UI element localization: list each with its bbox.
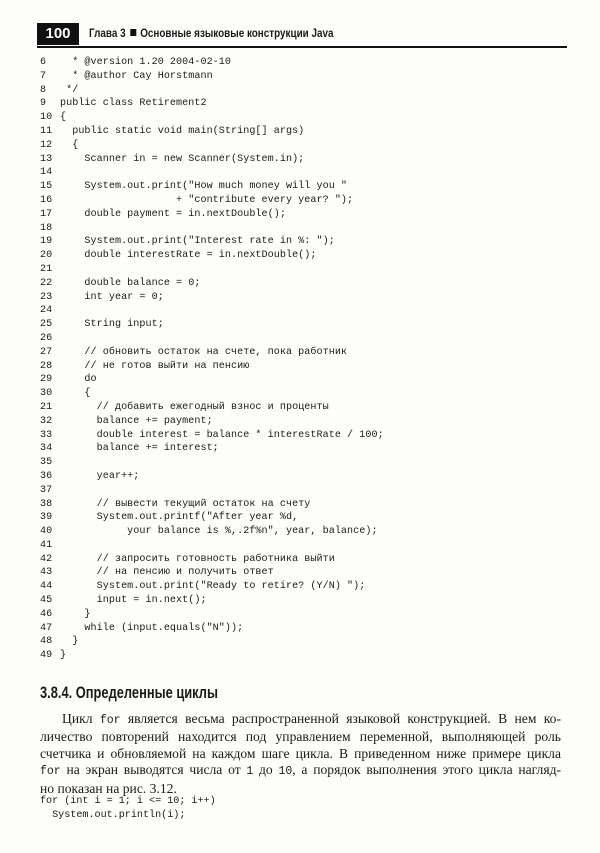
header-rule <box>37 46 567 48</box>
code-line <box>40 429 384 443</box>
code-line <box>40 484 384 498</box>
code-line <box>40 194 384 208</box>
code-text: public class Retirement2 <box>60 98 207 110</box>
code-text: // на пенсию и получить ответ <box>60 567 274 579</box>
snippet-line: System.out.println(i); <box>40 809 186 821</box>
paragraph-text: на экран выводятся числа от <box>60 762 247 778</box>
line-number: 28 <box>40 360 53 372</box>
paragraph-text: счетчика и обновляемой на каждом шаге цикла. В приведенном ниже примере цикла <box>40 745 561 761</box>
line-number: 29 <box>40 374 53 386</box>
code-line <box>40 594 384 608</box>
line-number: 39 <box>40 512 53 524</box>
code-line <box>40 125 384 139</box>
code-text: { <box>60 112 67 124</box>
code-text: // обновить остаток на счете, пока работник <box>60 346 348 358</box>
line-number: 40 <box>40 526 53 538</box>
page-number: 100 <box>37 23 79 45</box>
code-line <box>40 387 384 401</box>
code-snippet <box>40 795 216 823</box>
code-text: Scanner in = new Scanner(System.in); <box>60 153 305 165</box>
code-text: int year = 0; <box>60 291 164 303</box>
chapter-title: Основные языковые конструкции Java <box>140 28 334 40</box>
code-text: } <box>60 636 79 648</box>
inline-code: for <box>99 714 121 727</box>
code-line <box>40 249 384 263</box>
code-line <box>40 442 384 456</box>
line-number: 18 <box>40 222 53 234</box>
line-number: 37 <box>40 484 53 496</box>
code-line <box>40 56 384 70</box>
code-line <box>40 111 384 125</box>
line-number: 15 <box>40 181 53 193</box>
code-text: double payment = in.nextDouble(); <box>60 208 286 220</box>
code-text: while (input.equals("N")); <box>60 622 244 634</box>
line-number: 16 <box>40 194 53 206</box>
code-text: your balance is %,.2f%n", year, balance); <box>60 526 378 538</box>
paragraph-line <box>40 746 561 762</box>
line-number: 7 <box>40 70 47 82</box>
line-number: 17 <box>40 208 53 220</box>
code-line <box>40 401 384 415</box>
code-line <box>40 566 384 580</box>
line-number: 10 <box>40 112 53 124</box>
chapter-label: Глава 3 <box>89 28 126 40</box>
code-line <box>40 470 384 484</box>
code-line <box>40 498 384 512</box>
line-number: 23 <box>40 291 53 303</box>
line-number: 43 <box>40 567 53 579</box>
paragraph-line <box>40 762 561 780</box>
code-line <box>40 139 384 153</box>
code-text: System.out.print("Interest rate in %: "); <box>60 236 335 248</box>
code-line <box>40 360 384 374</box>
code-text: year++; <box>60 470 140 482</box>
paragraph-line <box>40 711 561 729</box>
paragraph-text: но показан на рис. 3.12. <box>40 780 177 796</box>
line-number: 8 <box>40 84 47 96</box>
paragraph-text: , а порядок выполнения этого цикла нагляд- <box>292 762 562 778</box>
code-text: System.out.print("Ready to retire? (Y/N) "); <box>60 581 366 593</box>
line-number: 21 <box>40 263 53 275</box>
code-text: double interestRate = in.nextDouble(); <box>60 250 317 262</box>
paragraph-text: личество повторений находится под управлением переменной, выполняющей роль <box>40 729 561 745</box>
code-text: System.out.printf("After year %d, <box>60 512 299 524</box>
paragraph-text: до <box>253 762 279 778</box>
code-line <box>40 635 384 649</box>
line-number: 26 <box>40 332 53 344</box>
line-number: 48 <box>40 636 53 648</box>
code-text: do <box>60 374 97 386</box>
square-bullet-icon <box>130 29 136 36</box>
code-line <box>40 649 384 663</box>
code-line <box>40 608 384 622</box>
code-line <box>40 511 384 525</box>
line-number: 24 <box>40 305 53 317</box>
code-text: // не готов выйти на пенсию <box>60 360 250 372</box>
code-text: */ <box>60 84 79 96</box>
code-text: balance += interest; <box>60 443 219 455</box>
code-line <box>40 166 384 180</box>
line-number: 32 <box>40 415 53 427</box>
code-text: * @author Cay Horstmann <box>60 70 213 82</box>
code-listing <box>40 56 384 663</box>
code-line <box>40 373 384 387</box>
line-number: 30 <box>40 388 53 400</box>
body-paragraph <box>40 711 561 797</box>
code-text: // запросить готовность работника выйти <box>60 553 335 565</box>
line-number: 12 <box>40 139 53 151</box>
line-number: 22 <box>40 277 53 289</box>
code-line <box>40 84 384 98</box>
line-number: 11 <box>40 125 53 137</box>
line-number: 27 <box>40 346 53 358</box>
code-text: System.out.print("How much money will you " <box>60 181 348 193</box>
line-number: 46 <box>40 608 53 620</box>
code-line <box>40 153 384 167</box>
code-text: { <box>60 388 91 400</box>
inline-code: 1 <box>246 765 254 779</box>
line-number: 19 <box>40 236 53 248</box>
code-line <box>40 208 384 222</box>
line-number: 42 <box>40 553 53 565</box>
code-text: String input; <box>60 319 164 331</box>
line-number: 6 <box>40 57 47 68</box>
line-number: 33 <box>40 429 53 441</box>
code-text: } <box>60 650 67 662</box>
line-number: 25 <box>40 319 53 331</box>
line-number: 9 <box>40 98 47 110</box>
code-text: // добавить ежегодный взнос и проценты <box>60 401 329 413</box>
code-line <box>40 318 384 332</box>
code-line <box>40 304 384 318</box>
code-line <box>40 263 384 277</box>
code-line <box>40 291 384 305</box>
running-head-title <box>89 23 333 45</box>
code-line <box>40 70 384 84</box>
line-number: 45 <box>40 595 53 607</box>
inline-code: for <box>40 765 61 779</box>
line-number: 41 <box>40 539 53 551</box>
code-line <box>40 97 384 111</box>
line-number: 44 <box>40 581 53 593</box>
line-number: 14 <box>40 167 53 179</box>
code-text: // вывести текущий остаток на счету <box>60 498 311 510</box>
paragraph-line <box>40 729 561 745</box>
code-line <box>40 580 384 594</box>
line-number: 35 <box>40 457 53 469</box>
code-line <box>40 222 384 236</box>
snippet-line: for (int i = 1; i <= 10; i++) <box>40 796 216 807</box>
code-line <box>40 332 384 346</box>
line-number: 13 <box>40 153 53 165</box>
code-line <box>40 235 384 249</box>
running-header <box>37 21 567 47</box>
line-number: 49 <box>40 650 53 662</box>
code-line <box>40 415 384 429</box>
line-number: 38 <box>40 498 53 510</box>
code-text: double interest = balance * interestRate / 100; <box>60 429 384 441</box>
code-text: } <box>60 608 91 620</box>
inline-code: 10 <box>278 765 293 779</box>
code-line <box>40 456 384 470</box>
code-line <box>40 539 384 553</box>
code-line <box>40 180 384 194</box>
code-text: + "contribute every year? "); <box>60 194 354 206</box>
paragraph-text: является весьма распространенной языковой конструкцией. В нем ко- <box>120 711 561 726</box>
line-number: 36 <box>40 470 53 482</box>
line-number: 20 <box>40 250 53 262</box>
code-text: balance += payment; <box>60 415 213 427</box>
code-line <box>40 525 384 539</box>
code-line <box>40 622 384 636</box>
code-text: public static void main(String[] args) <box>60 125 305 137</box>
code-text: double balance = 0; <box>60 277 201 289</box>
line-number: 47 <box>40 622 53 634</box>
code-line <box>40 553 384 567</box>
section-title: 3.8.4. Определенные циклы <box>40 684 218 702</box>
code-text: { <box>60 139 79 151</box>
paragraph-text: Цикл <box>62 711 100 726</box>
code-line <box>40 346 384 360</box>
line-number: 21 <box>40 401 53 413</box>
code-line <box>40 277 384 291</box>
line-number: 34 <box>40 443 53 455</box>
code-text: * @version 1.20 2004-02-10 <box>60 57 232 68</box>
code-text: input = in.next(); <box>60 595 207 607</box>
